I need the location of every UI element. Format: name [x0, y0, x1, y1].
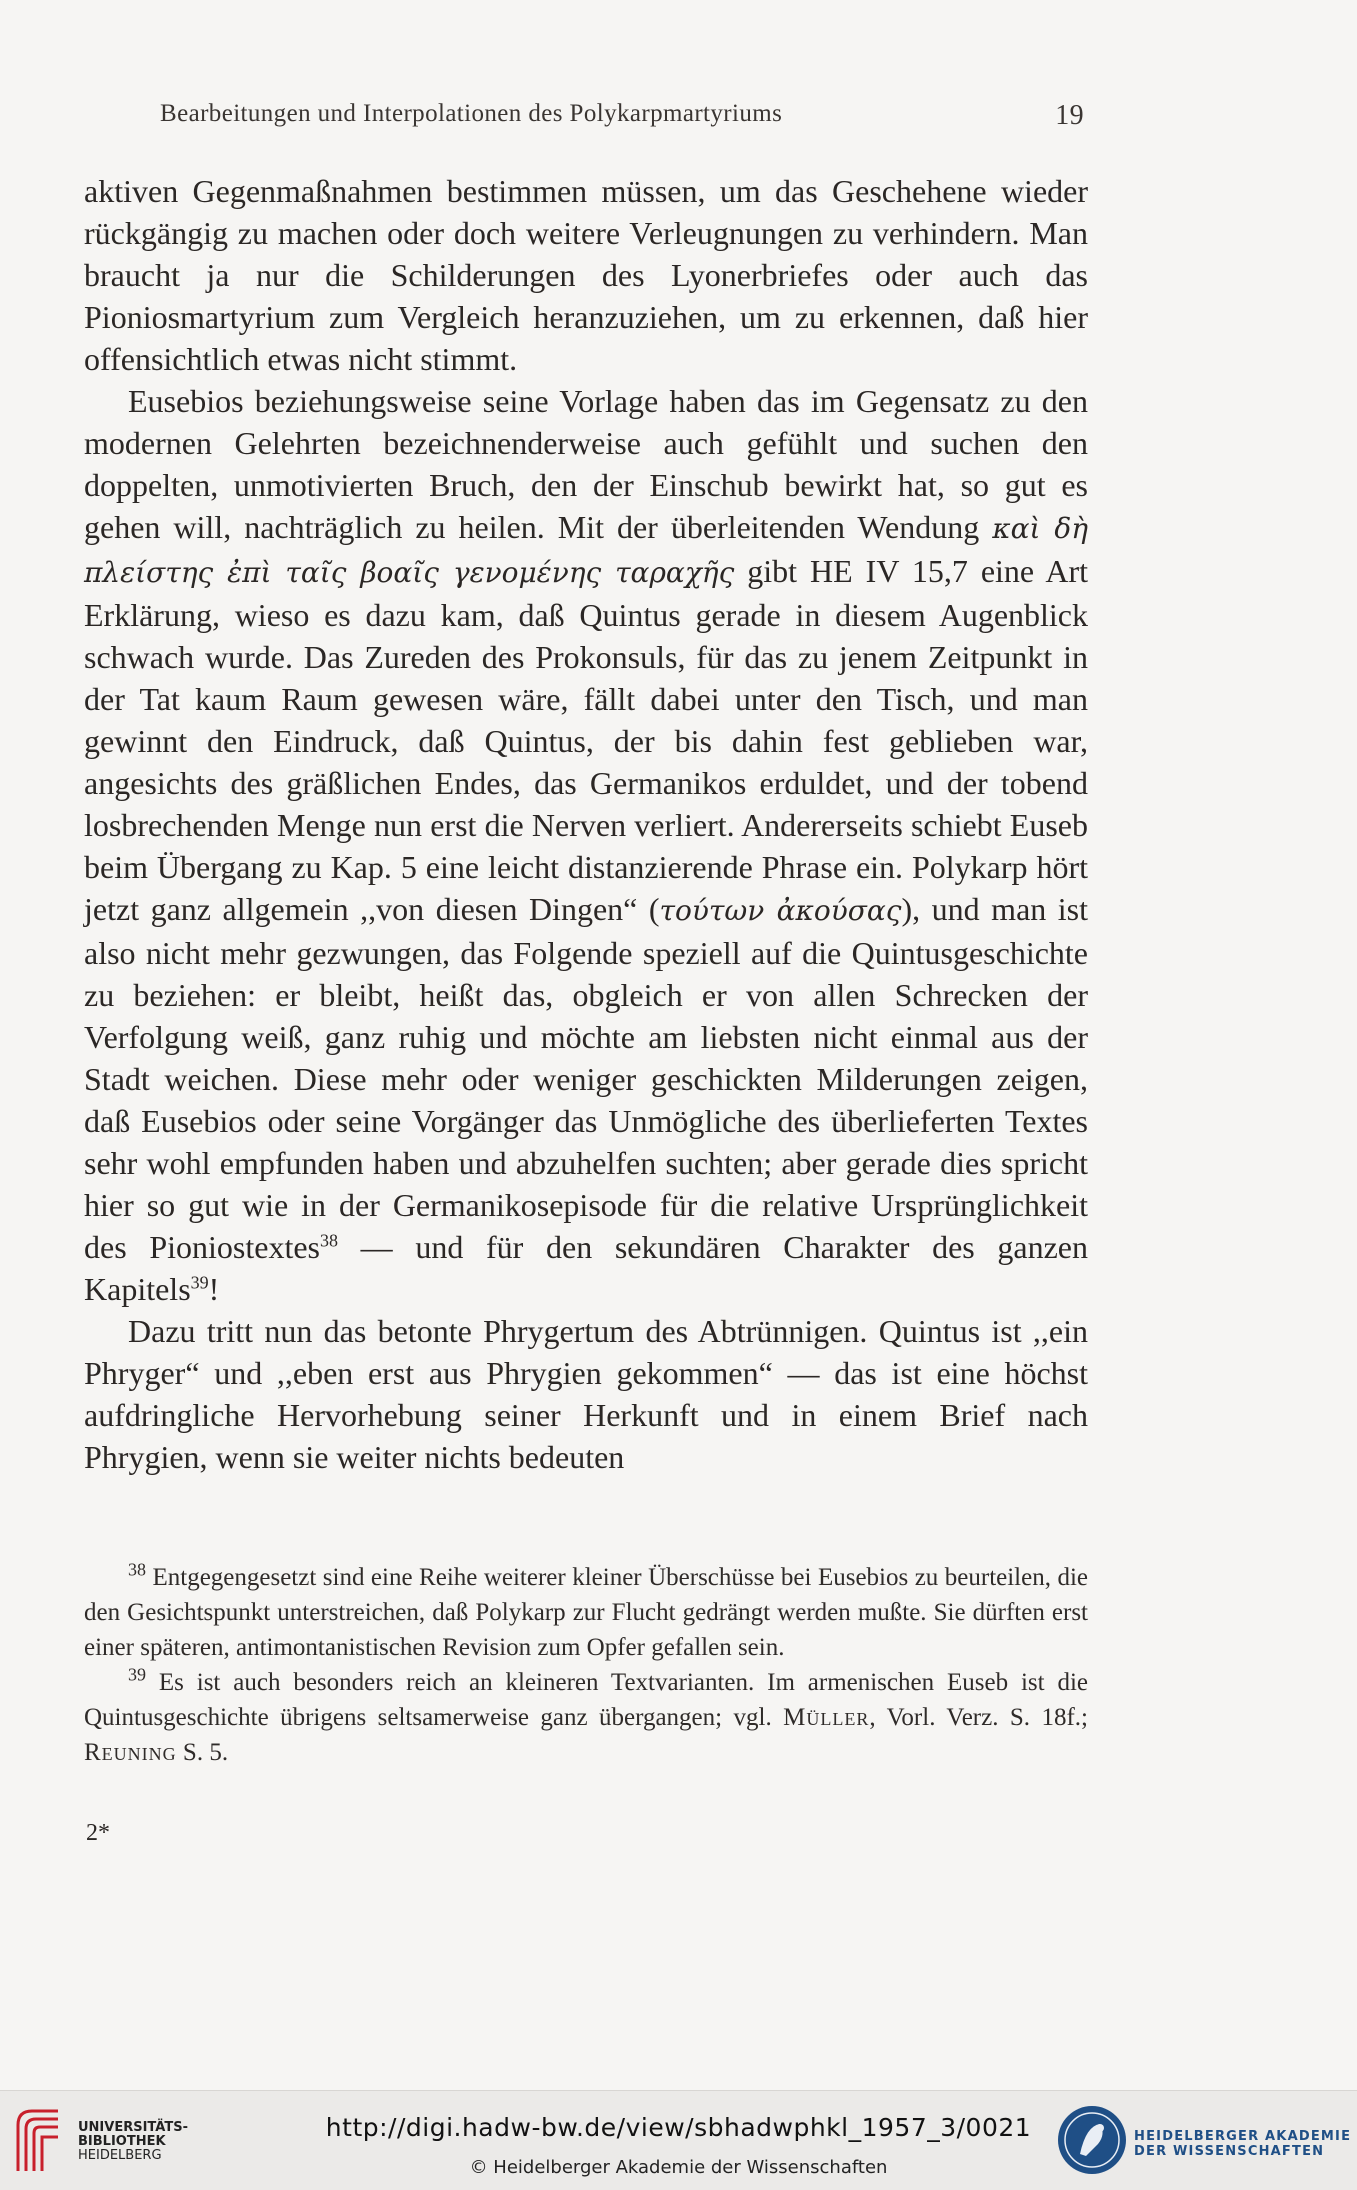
footnotes	[84, 1560, 1088, 1770]
footnote-39-number: 39	[128, 1664, 146, 1685]
footnote-38-text: Entgegengesetzt sind eine Reihe weiterer kleiner Überschüsse bei Eusebios zu beurteilen, die den Gesichtspunkt unterstreichen, daß Polykarp zur Flucht gedrängt werden mußte. Sie dürften erst einer späteren, antimontanistischen Revision zum Opfer gefallen sein.	[84, 1564, 1088, 1661]
main-text	[84, 170, 1088, 1478]
paragraph-2	[84, 380, 1088, 1310]
library-line-1: UNIVERSITÄTS-	[78, 2120, 188, 2135]
footnote-39-text-c: S. 5.	[176, 1739, 229, 1766]
academy-line-2: DER WISSENSCHAFTEN	[1134, 2144, 1325, 2159]
greek-quote-2: τούτων ἀκούσας	[659, 894, 902, 927]
paragraph-1: aktiven Gegenmaßnahmen bestimmen müssen, um das Geschehene wieder rückgängig zu machen oder doch weitere Verleugnungen zu verhindern. Man braucht ja nur die Schilderungen des Lyonerbriefes oder auch das Pioniosmartyrium zum Vergleich heranzuziehen, um zu erkennen, daß hier offensichtlich etwas nicht stimmt.	[84, 173, 1088, 377]
footnote-38	[84, 1560, 1088, 1665]
footnote-ref-39[interactable]: 39	[190, 1272, 209, 1293]
footnote-38-number: 38	[128, 1559, 146, 1580]
paragraph-2-text-b: gibt HE IV 15,7 eine Art Erklärung, wieso es dazu kam, daß Quintus gerade in diesem Augenblick schwach wurde. Das Zureden des Prokonsuls, für das zu jenem Zeitpunkt in der Tat kaum Raum gewesen wäre, fällt dabei unter den Tisch, und man gewinnt den Eindruck, daß Quintus, der bis dahin fest geblieben war, angesichts des gräßlichen Endes, das Germanikos erduldet, und der tobend losbrechenden Menge nun erst die Nerven verliert. Andererseits schiebt Euseb beim Übergang zu Kap. 5 eine leicht distanzierende Phrase ein. Polykarp hört jetzt ganz allgemein ,,von diesen Dingen“ (	[84, 553, 1089, 927]
footnote-39-text-b: , Vorl. Verz. S. 18f.;	[869, 1704, 1088, 1731]
copyright-notice: © Heidelberger Akademie der Wissenschaften	[469, 2157, 888, 2178]
running-header	[160, 100, 1084, 131]
permalink-url[interactable]: http://digi.hadw-bw.de/view/sbhadwphkl_1957_3/0021	[325, 2113, 1032, 2142]
footnote-39-text-a: Es ist auch besonders reich an kleineren Textvarianten. Im armenischen Euseb ist die Quintusgeschichte übrigens seltsamerweise ganz übergangen; vgl.	[84, 1669, 1088, 1731]
page-number: 19	[1055, 100, 1084, 131]
library-line-3: HEIDELBERG	[78, 2148, 162, 2163]
running-title: Bearbeitungen und Interpolationen des Polykarpmartyriums	[160, 100, 783, 127]
library-line-2: BIBLIOTHEK	[78, 2134, 166, 2149]
paragraph-2-text-c: ), und man ist also nicht mehr gezwungen, das Folgende speziell auf die Quintusgeschichte zu beziehen: er bleibt, heißt das, obgleich er von allen Schrecken der Verfolgung weiß, ganz ruhig und möchte am liebsten nicht einmal aus der Stadt weichen. Diese mehr oder weniger geschickten Milderungen zeigen, daß Eusebios oder seine Vorgänger das Unmögliche des überlieferten Textes sehr wohl empfunden haben und abzuhelfen suchten; aber gerade dies spricht hier so gut wie in der Germanikosepisode für die relative Ursprünglichkeit des Pioniostextes	[84, 891, 1089, 1265]
paragraph-2-text-a: Eusebios beziehungsweise seine Vorlage haben das im Gegensatz zu den modernen Gelehrten bezeichnenderweise auch gefühlt und suchen den doppelten, unmotivierten Bruch, den der Einschub bewirkt hat, so gut es gehen will, nachträglich zu heilen. Mit der überleitenden Wendung	[84, 383, 1088, 545]
citation-author-reuning: Reuning	[84, 1739, 177, 1766]
signature-mark: 2*	[86, 1820, 110, 1846]
paragraph-2-text-e: !	[208, 1271, 220, 1307]
academy-line-1: HEIDELBERGER AKADEMIE	[1134, 2129, 1352, 2144]
citation-author-mueller: Müller	[783, 1704, 870, 1731]
greek-quote-1: καὶ δὴ πλείστης ἐπὶ ταῖς βοαῖς γενομένης ταραχῆς	[84, 512, 1088, 589]
viewer-footer	[0, 2090, 1357, 2190]
academy-seal-icon[interactable]	[1056, 2104, 1128, 2176]
footnote-ref-38[interactable]: 38	[320, 1230, 338, 1251]
paragraph-2-text-d: — und für den sekundären Charakter des ganzen Kapitels	[84, 1229, 1089, 1307]
paragraph-3: Dazu tritt nun das betonte Phrygertum des Abtrünnigen. Quintus ist ,,ein Phryger“ und ,,eben erst aus Phrygien gekommen“ — das ist eine höchst aufdringliche Hervorhebung seiner Herkunft und in einem Brief nach Phrygien, wenn sie weiter nichts bedeuten	[84, 1313, 1088, 1475]
academy-name	[1134, 2129, 1351, 2159]
footnote-39	[84, 1665, 1088, 1770]
